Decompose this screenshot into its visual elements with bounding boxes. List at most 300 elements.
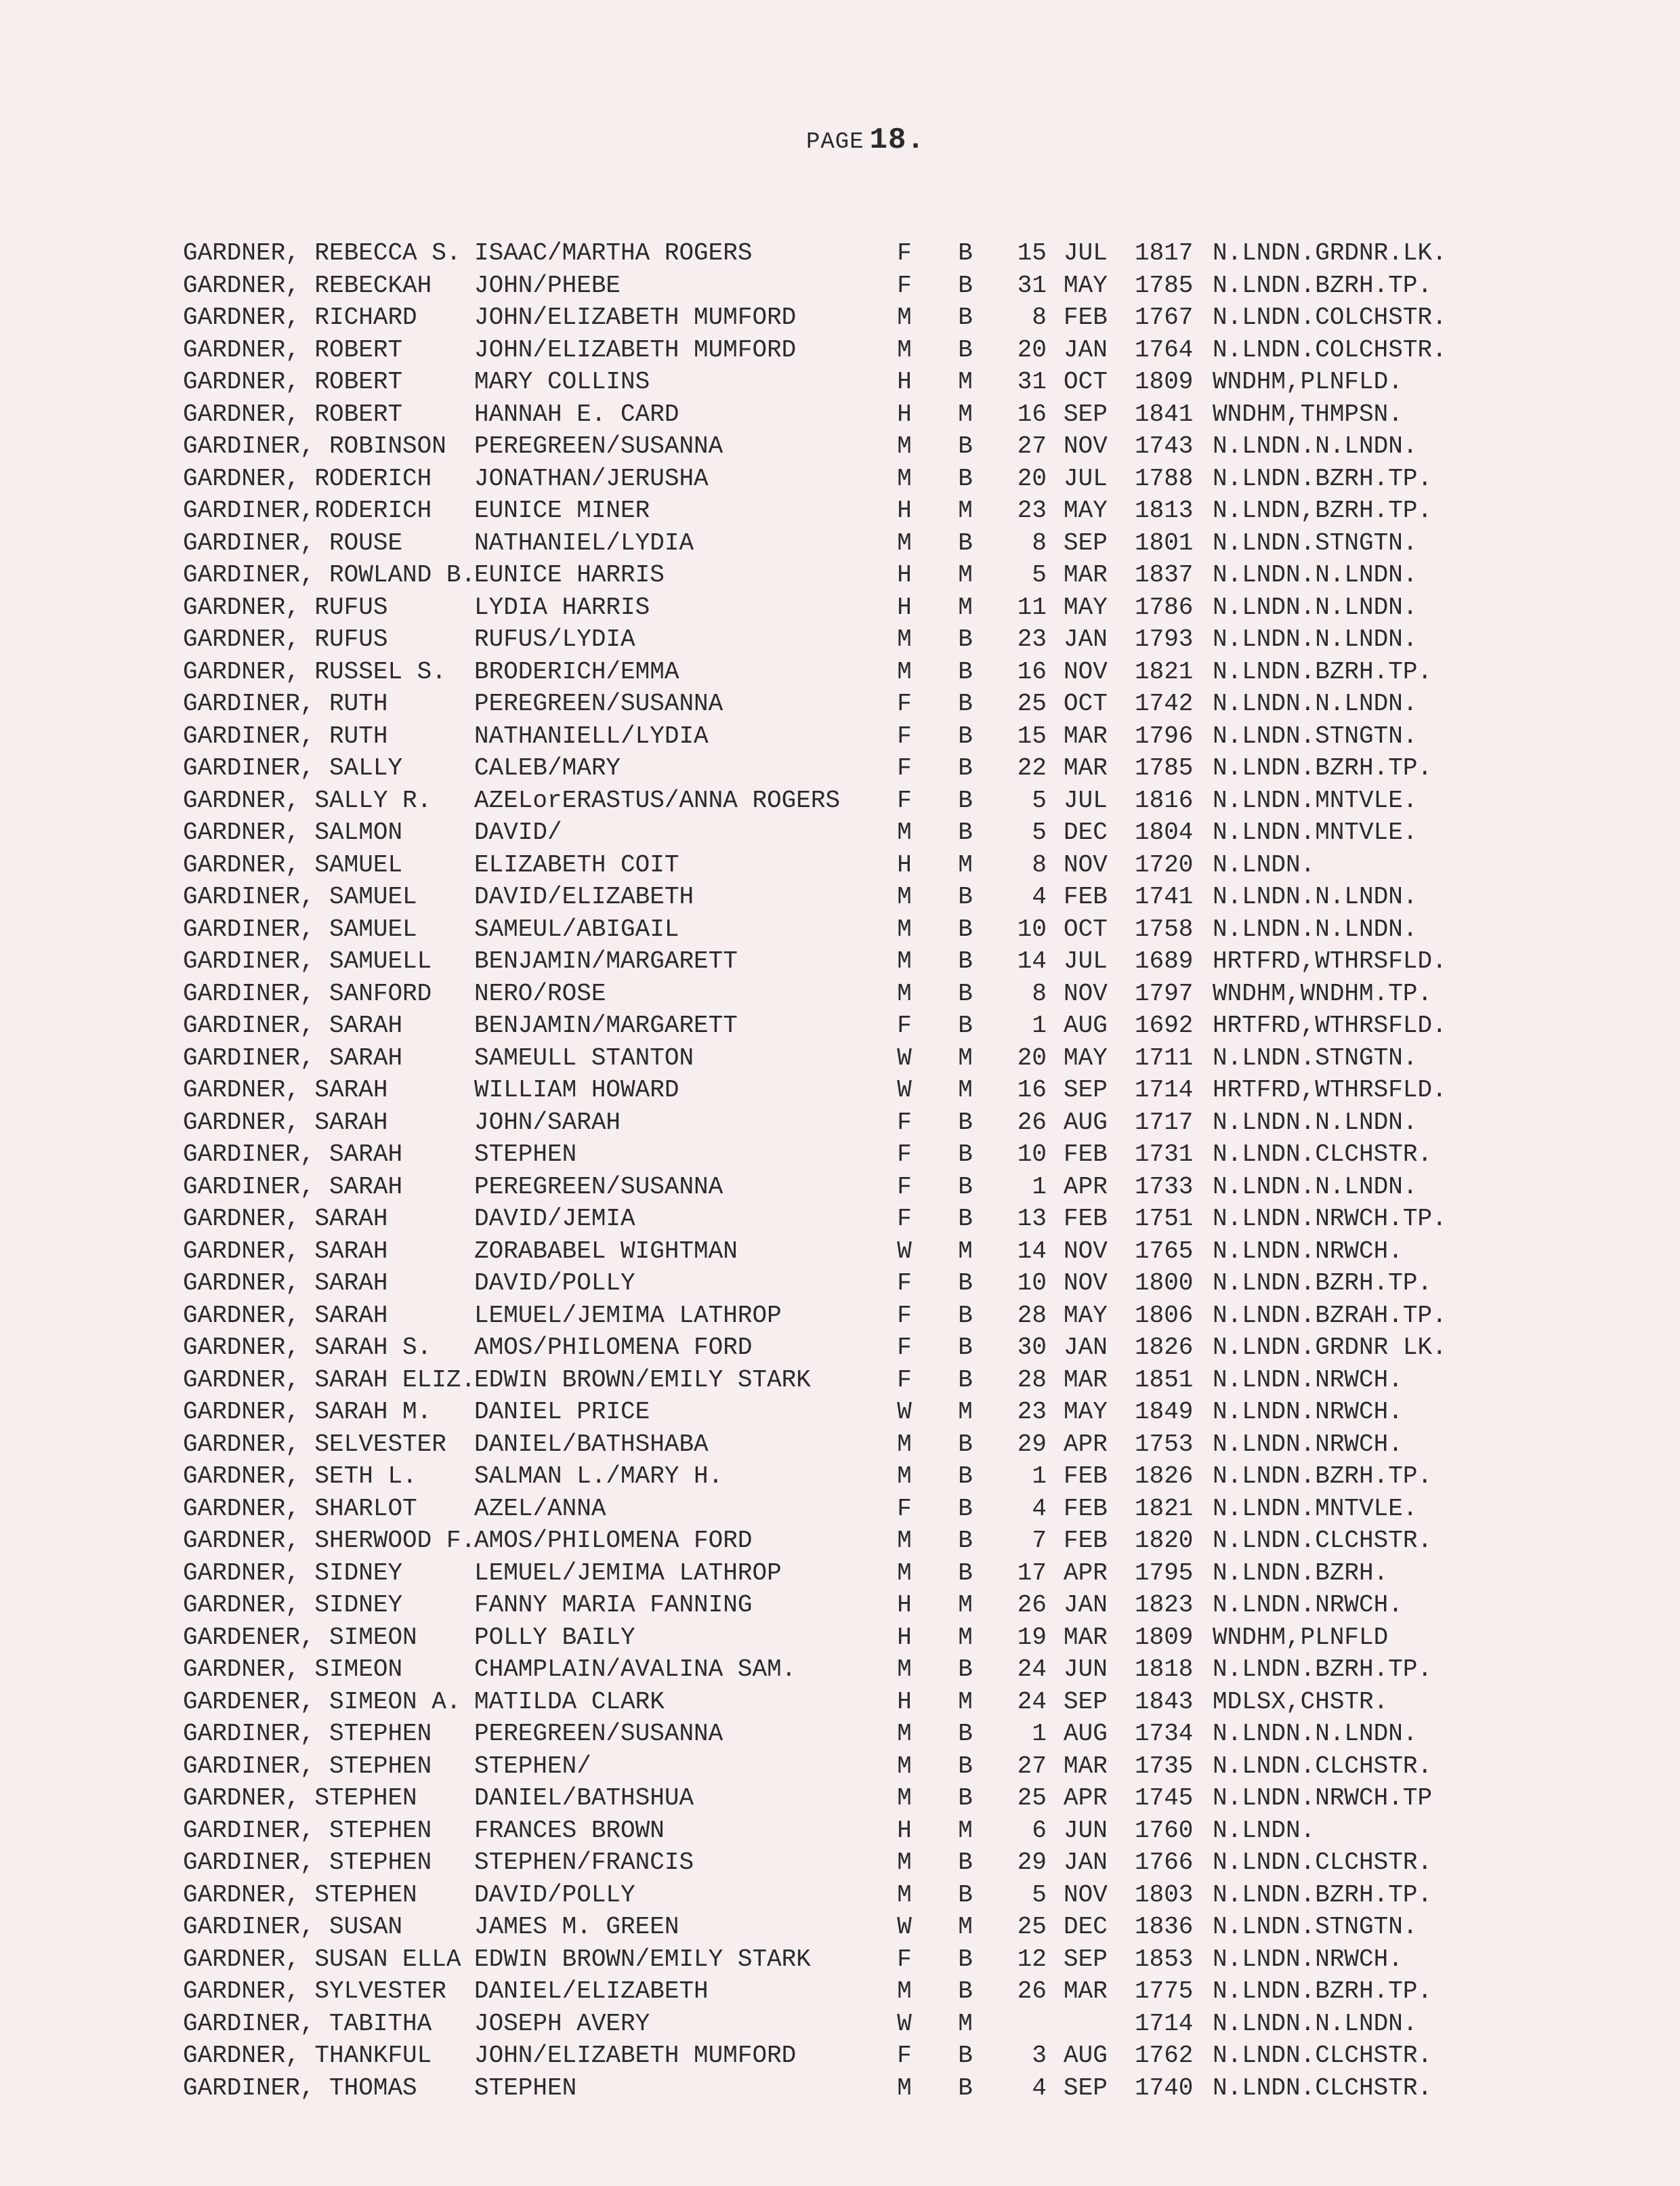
record-name: GARDNER, SARAH <box>183 1269 388 1297</box>
record-row <box>183 1943 1484 1976</box>
record-row <box>183 817 1484 849</box>
record-year: 1803 <box>1135 1880 1194 1909</box>
record-name: GARDNER, SALLY R. <box>183 786 432 814</box>
record-parents-or-spouse: LEMUEL/JEMIMA LATHROP <box>474 1301 782 1329</box>
record-place: N.LNDN.STNGTN. <box>1213 1044 1418 1072</box>
record-year: 1775 <box>1135 1977 1194 2005</box>
record-sex-code: H <box>897 400 912 428</box>
record-sex-code: F <box>897 1205 912 1233</box>
record-parents-or-spouse: DAVID/POLLY <box>474 1880 635 1909</box>
record-type-code: B <box>958 1720 973 1748</box>
record-year: 1816 <box>1135 786 1194 814</box>
record-month: SEP <box>1064 529 1108 557</box>
record-parents-or-spouse: DANIEL/BATHSHUA <box>474 1784 694 1812</box>
record-month: FEB <box>1064 1205 1108 1233</box>
record-name: GARDENER, SIMEON A. <box>183 1687 461 1716</box>
record-name: GARDINER, STEPHEN <box>183 1720 432 1748</box>
record-name: GARDNER, RUFUS <box>183 625 388 653</box>
record-name: GARDNER, THANKFUL <box>183 2042 432 2069</box>
record-year: 1801 <box>1135 529 1194 557</box>
record-row <box>183 1589 1484 1622</box>
record-name: GARDNER, RODERICH <box>183 464 432 493</box>
record-name: GARDINER, SARAH <box>183 1012 403 1039</box>
record-row <box>183 1300 1484 1332</box>
record-sex-code: M <box>897 1784 912 1812</box>
record-day: 4 <box>1032 1494 1047 1523</box>
record-row <box>183 2072 1484 2105</box>
record-month: APR <box>1064 1559 1108 1587</box>
record-place: N.LNDN.BZRH.TP. <box>1213 1880 1433 1909</box>
record-year: 1821 <box>1135 1494 1194 1523</box>
record-month: OCT <box>1064 368 1108 396</box>
record-parents-or-spouse: DANIEL PRICE <box>474 1398 650 1426</box>
record-year: 1731 <box>1135 1140 1194 1168</box>
record-month: FEB <box>1064 1140 1108 1168</box>
record-type-code: B <box>958 625 973 653</box>
record-day: 19 <box>1017 1623 1047 1651</box>
record-type-code: M <box>958 1913 973 1941</box>
record-parents-or-spouse: MATILDA CLARK <box>474 1687 665 1716</box>
record-parents-or-spouse: DAVID/ELIZABETH <box>474 883 694 911</box>
record-place: N.LNDN.N.LNDN. <box>1213 1720 1418 1748</box>
record-sex-code: F <box>897 1108 912 1136</box>
record-parents-or-spouse: HANNAH E. CARD <box>474 400 679 428</box>
record-type-code: B <box>958 1205 973 1233</box>
record-name: GARDINER, SAMUEL <box>183 915 417 943</box>
record-sex-code: W <box>897 1076 912 1104</box>
record-place: N.LNDN.N.LNDN. <box>1213 1108 1418 1136</box>
record-row <box>183 398 1484 431</box>
record-place: N.LNDN,BZRH.TP. <box>1213 497 1433 524</box>
record-parents-or-spouse: EDWIN BROWN/EMILY STARK <box>474 1365 811 1394</box>
record-name: GARDNER, SALMON <box>183 819 403 846</box>
record-place: N.LNDN.N.LNDN. <box>1213 883 1418 911</box>
record-year: 1841 <box>1135 400 1194 428</box>
record-name: GARDNER, SARAH <box>183 1237 388 1265</box>
record-day: 10 <box>1017 1140 1047 1168</box>
record-place: N.LNDN.BZRH.TP. <box>1213 1655 1433 1683</box>
record-year: 1785 <box>1135 271 1194 300</box>
record-year: 1793 <box>1135 625 1194 653</box>
record-month: MAY <box>1064 271 1108 300</box>
record-name: GARDNER, REBECKAH <box>183 271 432 300</box>
record-month: FEB <box>1064 1494 1108 1523</box>
record-month: NOV <box>1064 657 1108 686</box>
record-type-code: B <box>958 304 973 331</box>
record-parents-or-spouse: FANNY MARIA FANNING <box>474 1591 753 1619</box>
record-row <box>183 623 1484 656</box>
record-name: GARDNER, SUSAN ELLA <box>183 1945 461 1973</box>
record-name: GARDNER, SARAH <box>183 1205 388 1233</box>
record-place: HRTFRD,WTHRSFLD. <box>1213 947 1447 975</box>
record-parents-or-spouse: JOHN/ELIZABETH MUMFORD <box>474 304 797 331</box>
record-day: 23 <box>1017 497 1047 524</box>
record-row <box>183 785 1484 817</box>
record-name: GARDNER, STEPHEN <box>183 1880 417 1909</box>
record-name: GARDINER, STEPHEN <box>183 1816 432 1844</box>
record-day: 25 <box>1017 1913 1047 1941</box>
record-place: N.LNDN.BZRH. <box>1213 1559 1389 1587</box>
record-place: N.LNDN.CLCHSTR. <box>1213 1752 1433 1780</box>
record-row <box>183 849 1484 882</box>
record-parents-or-spouse: JAMES M. GREEN <box>474 1913 679 1941</box>
record-month: OCT <box>1064 915 1108 943</box>
record-parents-or-spouse: ISAAC/MARTHA ROGERS <box>474 239 753 267</box>
record-type-code: M <box>958 2009 973 2038</box>
record-day: 5 <box>1032 561 1047 589</box>
record-type-code: B <box>958 432 973 460</box>
record-place: N.LNDN.NRWCH.TP. <box>1213 1205 1447 1233</box>
record-place: N.LNDN.BZRH.TP. <box>1213 754 1433 782</box>
record-year: 1714 <box>1135 2009 1194 2038</box>
record-parents-or-spouse: PEREGREEN/SUSANNA <box>474 432 723 460</box>
record-day: 8 <box>1032 529 1047 557</box>
record-sex-code: M <box>897 1849 912 1876</box>
record-day: 5 <box>1032 786 1047 814</box>
record-parents-or-spouse: CALEB/MARY <box>474 754 621 782</box>
record-year: 1821 <box>1135 657 1194 686</box>
record-row <box>183 1750 1484 1783</box>
record-year: 1809 <box>1135 1623 1194 1651</box>
record-sex-code: H <box>897 1591 912 1619</box>
record-month: MAR <box>1064 1752 1108 1780</box>
record-place: MDLSX,CHSTR. <box>1213 1687 1389 1716</box>
record-row <box>183 1653 1484 1686</box>
record-month: APR <box>1064 1784 1108 1812</box>
record-name: GARDNER, SARAH S. <box>183 1334 432 1361</box>
record-type-code: M <box>958 368 973 396</box>
record-month: MAR <box>1064 1365 1108 1394</box>
record-place: N.LNDN.N.LNDN. <box>1213 690 1418 718</box>
record-sex-code: F <box>897 786 912 814</box>
record-type-code: M <box>958 1237 973 1265</box>
record-parents-or-spouse: ZORABABEL WIGHTMAN <box>474 1237 738 1265</box>
record-month: DEC <box>1064 819 1108 846</box>
record-parents-or-spouse: NATHANIELL/LYDIA <box>474 722 709 750</box>
record-place: N.LNDN.MNTVLE. <box>1213 1494 1418 1523</box>
record-year: 1689 <box>1135 947 1194 975</box>
record-year: 1740 <box>1135 2074 1194 2102</box>
record-name: GARDINER, ROWLAND B. <box>183 561 476 589</box>
record-row <box>183 1364 1484 1397</box>
record-parents-or-spouse: STEPHEN <box>474 2074 577 2102</box>
record-place: N.LNDN.NRWCH. <box>1213 1237 1403 1265</box>
record-year: 1853 <box>1135 1945 1194 1973</box>
record-sex-code: F <box>897 1365 912 1394</box>
page-header <box>806 123 925 157</box>
record-type-code: B <box>958 1945 973 1973</box>
record-row <box>183 1428 1484 1461</box>
record-year: 1714 <box>1135 1076 1194 1104</box>
record-type-code: B <box>958 2042 973 2069</box>
record-year: 1767 <box>1135 304 1194 331</box>
record-place: N.LNDN. <box>1213 850 1316 879</box>
record-name: GARDINER, ROUSE <box>183 529 403 557</box>
record-day: 24 <box>1017 1655 1047 1683</box>
record-day: 22 <box>1017 754 1047 782</box>
record-sex-code: H <box>897 1623 912 1651</box>
record-sex-code: M <box>897 1462 912 1490</box>
record-type-code: B <box>958 819 973 846</box>
record-place: N.LNDN.N.LNDN. <box>1213 593 1418 621</box>
record-sex-code: M <box>897 304 912 331</box>
record-row <box>183 463 1484 495</box>
record-row <box>183 881 1484 913</box>
record-month: AUG <box>1064 1720 1108 1748</box>
record-name: GARDINER, THOMAS <box>183 2074 417 2102</box>
record-sex-code: M <box>897 625 912 653</box>
record-sex-code: W <box>897 1398 912 1426</box>
record-month: MAY <box>1064 1301 1108 1329</box>
record-name: GARDNER, SIDNEY <box>183 1591 403 1619</box>
record-type-code: B <box>958 1752 973 1780</box>
record-row <box>183 1460 1484 1493</box>
record-month: DEC <box>1064 1913 1108 1941</box>
record-parents-or-spouse: JONATHAN/JERUSHA <box>474 464 709 493</box>
record-month: JUL <box>1064 786 1108 814</box>
record-name: GARDINER, SALLY <box>183 754 403 782</box>
record-parents-or-spouse: STEPHEN <box>474 1140 577 1168</box>
record-year: 1720 <box>1135 850 1194 879</box>
record-type-code: B <box>958 657 973 686</box>
record-sex-code: F <box>897 1172 912 1201</box>
record-type-code: B <box>958 1880 973 1909</box>
record-month: OCT <box>1064 690 1108 718</box>
record-sex-code: F <box>897 2042 912 2069</box>
record-type-code: B <box>958 1012 973 1039</box>
record-type-code: M <box>958 1398 973 1426</box>
record-day: 11 <box>1017 593 1047 621</box>
record-day: 28 <box>1017 1365 1047 1394</box>
record-month: SEP <box>1064 400 1108 428</box>
record-name: GARDINER, SARAH <box>183 1172 403 1201</box>
record-row <box>183 1911 1484 1943</box>
record-place: N.LNDN.N.LNDN. <box>1213 2009 1418 2038</box>
record-row <box>183 1235 1484 1268</box>
record-parents-or-spouse: LYDIA HARRIS <box>474 593 650 621</box>
record-parents-or-spouse: STEPHEN/ <box>474 1752 591 1780</box>
record-month: JAN <box>1064 625 1108 653</box>
record-type-code: B <box>958 786 973 814</box>
record-place: WNDHM,WNDHM.TP. <box>1213 979 1433 1008</box>
record-month: FEB <box>1064 1462 1108 1490</box>
record-place: N.LNDN.BZRH.TP. <box>1213 1977 1433 2005</box>
record-type-code: B <box>958 1334 973 1361</box>
record-type-code: B <box>958 464 973 493</box>
record-day: 8 <box>1032 304 1047 331</box>
record-place: N.LNDN.CLCHSTR. <box>1213 1527 1433 1554</box>
record-month: MAR <box>1064 1623 1108 1651</box>
record-parents-or-spouse: RUFUS/LYDIA <box>474 625 635 653</box>
record-month: MAY <box>1064 1044 1108 1072</box>
record-day: 25 <box>1017 1784 1047 1812</box>
record-year: 1837 <box>1135 561 1194 589</box>
record-parents-or-spouse: PEREGREEN/SUSANNA <box>474 1720 723 1748</box>
record-sex-code: M <box>897 819 912 846</box>
record-day: 23 <box>1017 625 1047 653</box>
record-parents-or-spouse: LEMUEL/JEMIMA LATHROP <box>474 1559 782 1587</box>
record-name: GARDNER, ROBERT <box>183 335 403 364</box>
records-list <box>183 237 1484 2104</box>
record-parents-or-spouse: FRANCES BROWN <box>474 1816 665 1844</box>
record-row <box>183 302 1484 334</box>
record-parents-or-spouse: AMOS/PHILOMENA FORD <box>474 1527 753 1554</box>
record-place: N.LNDN.MNTVLE. <box>1213 786 1418 814</box>
record-sex-code: M <box>897 1559 912 1587</box>
record-type-code: M <box>958 850 973 879</box>
record-row <box>183 1493 1484 1525</box>
record-month: AUG <box>1064 1012 1108 1039</box>
record-year: 1766 <box>1135 1849 1194 1876</box>
record-parents-or-spouse: DAVID/POLLY <box>474 1269 635 1297</box>
record-sex-code: F <box>897 1012 912 1039</box>
record-year: 1764 <box>1135 335 1194 364</box>
record-parents-or-spouse: NERO/ROSE <box>474 979 606 1008</box>
record-parents-or-spouse: EUNICE HARRIS <box>474 561 665 589</box>
record-name: GARDNER, SAMUEL <box>183 850 403 879</box>
record-row <box>183 978 1484 1010</box>
record-sex-code: H <box>897 1687 912 1716</box>
record-row <box>183 1686 1484 1718</box>
record-place: N.LNDN.N.LNDN. <box>1213 561 1418 589</box>
record-row <box>183 1171 1484 1203</box>
record-day: 28 <box>1017 1301 1047 1329</box>
record-type-code: M <box>958 400 973 428</box>
record-month: JAN <box>1064 1334 1108 1361</box>
record-day: 27 <box>1017 1752 1047 1780</box>
record-day: 15 <box>1017 239 1047 267</box>
record-year: 1820 <box>1135 1527 1194 1554</box>
record-sex-code: F <box>897 1140 912 1168</box>
record-month: JUL <box>1064 239 1108 267</box>
record-sex-code: H <box>897 850 912 879</box>
record-row <box>183 1815 1484 1847</box>
record-place: N.LNDN.NRWCH. <box>1213 1365 1403 1394</box>
record-name: GARDNER, ROBERT <box>183 400 403 428</box>
record-type-code: M <box>958 1687 973 1716</box>
record-month: AUG <box>1064 2042 1108 2069</box>
record-sex-code: W <box>897 1044 912 1072</box>
record-place: N.LNDN.NRWCH. <box>1213 1430 1403 1458</box>
record-month: SEP <box>1064 1687 1108 1716</box>
record-row <box>183 1010 1484 1042</box>
record-type-code: B <box>958 1559 973 1587</box>
record-day: 5 <box>1032 1880 1047 1909</box>
record-row <box>183 559 1484 592</box>
record-name: GARDINER, SARAH <box>183 1140 403 1168</box>
record-year: 1745 <box>1135 1784 1194 1812</box>
record-row <box>183 592 1484 624</box>
record-type-code: B <box>958 979 973 1008</box>
record-type-code: B <box>958 2074 973 2102</box>
record-parents-or-spouse: BENJAMIN/MARGARETT <box>474 1012 738 1039</box>
record-month: JAN <box>1064 335 1108 364</box>
record-type-code: M <box>958 1076 973 1104</box>
record-place: WNDHM,PLNFLD <box>1213 1623 1389 1651</box>
record-type-code: B <box>958 271 973 300</box>
record-parents-or-spouse: JOHN/ELIZABETH MUMFORD <box>474 335 797 364</box>
record-name: GARDINER, SAMUELL <box>183 947 432 975</box>
record-place: N.LNDN.NRWCH. <box>1213 1591 1403 1619</box>
record-place: N.LNDN.CLCHSTR. <box>1213 1140 1433 1168</box>
record-sex-code: W <box>897 2009 912 2038</box>
record-type-code: B <box>958 1269 973 1297</box>
record-day: 20 <box>1017 1044 1047 1072</box>
record-parents-or-spouse: AZELorERASTUS/ANNA ROGERS <box>474 786 841 814</box>
record-year: 1717 <box>1135 1108 1194 1136</box>
record-day: 16 <box>1017 1076 1047 1104</box>
record-place: HRTFRD,WTHRSFLD. <box>1213 1076 1447 1104</box>
record-sex-code: F <box>897 1494 912 1523</box>
record-year: 1796 <box>1135 722 1194 750</box>
record-parents-or-spouse: EUNICE MINER <box>474 497 650 524</box>
record-day: 26 <box>1017 1977 1047 2005</box>
record-month: MAR <box>1064 754 1108 782</box>
record-name: GARDNER, SARAH M. <box>183 1398 432 1426</box>
record-place: N.LNDN.BZRH.TP. <box>1213 657 1433 686</box>
record-type-code: B <box>958 335 973 364</box>
record-sex-code: H <box>897 368 912 396</box>
record-parents-or-spouse: BRODERICH/EMMA <box>474 657 679 686</box>
record-name: GARDNER, RUFUS <box>183 593 388 621</box>
record-day: 10 <box>1017 915 1047 943</box>
record-type-code: M <box>958 1044 973 1072</box>
record-sex-code: M <box>897 1752 912 1780</box>
record-sex-code: M <box>897 432 912 460</box>
record-type-code: B <box>958 1301 973 1329</box>
record-sex-code: M <box>897 657 912 686</box>
record-sex-code: F <box>897 1301 912 1329</box>
record-type-code: M <box>958 1623 973 1651</box>
record-sex-code: M <box>897 2074 912 2102</box>
record-day: 16 <box>1017 400 1047 428</box>
record-sex-code: H <box>897 1816 912 1844</box>
record-sex-code: M <box>897 1527 912 1554</box>
record-day: 7 <box>1032 1527 1047 1554</box>
record-place: N.LNDN.GRDNR LK. <box>1213 1334 1447 1361</box>
record-parents-or-spouse: SAMEULL STANTON <box>474 1044 694 1072</box>
record-place: N.LNDN.BZRAH.TP. <box>1213 1301 1447 1329</box>
record-day: 4 <box>1032 2074 1047 2102</box>
record-type-code: B <box>958 1140 973 1168</box>
record-name: GARDINER, TABITHA <box>183 2009 432 2038</box>
record-sex-code: M <box>897 529 912 557</box>
record-day: 8 <box>1032 979 1047 1008</box>
record-row <box>183 1267 1484 1300</box>
record-year: 1733 <box>1135 1172 1194 1201</box>
record-type-code: M <box>958 1816 973 1844</box>
record-row <box>183 1396 1484 1428</box>
record-place: N.LNDN.COLCHSTR. <box>1213 304 1447 331</box>
record-sex-code: F <box>897 271 912 300</box>
record-year: 1804 <box>1135 819 1194 846</box>
record-row <box>183 1782 1484 1815</box>
record-day: 17 <box>1017 1559 1047 1587</box>
record-sex-code: M <box>897 1977 912 2005</box>
record-day: 15 <box>1017 722 1047 750</box>
record-day: 1 <box>1032 1720 1047 1748</box>
record-year: 1762 <box>1135 2042 1194 2069</box>
record-month: MAY <box>1064 593 1108 621</box>
record-parents-or-spouse: PEREGREEN/SUSANNA <box>474 1172 723 1201</box>
record-place: N.LNDN.NRWCH.TP <box>1213 1784 1433 1812</box>
record-day: 13 <box>1017 1205 1047 1233</box>
record-row <box>183 527 1484 560</box>
record-type-code: B <box>958 915 973 943</box>
record-parents-or-spouse: JOHN/ELIZABETH MUMFORD <box>474 2042 797 2069</box>
record-year: 1818 <box>1135 1655 1194 1683</box>
record-month: NOV <box>1064 850 1108 879</box>
